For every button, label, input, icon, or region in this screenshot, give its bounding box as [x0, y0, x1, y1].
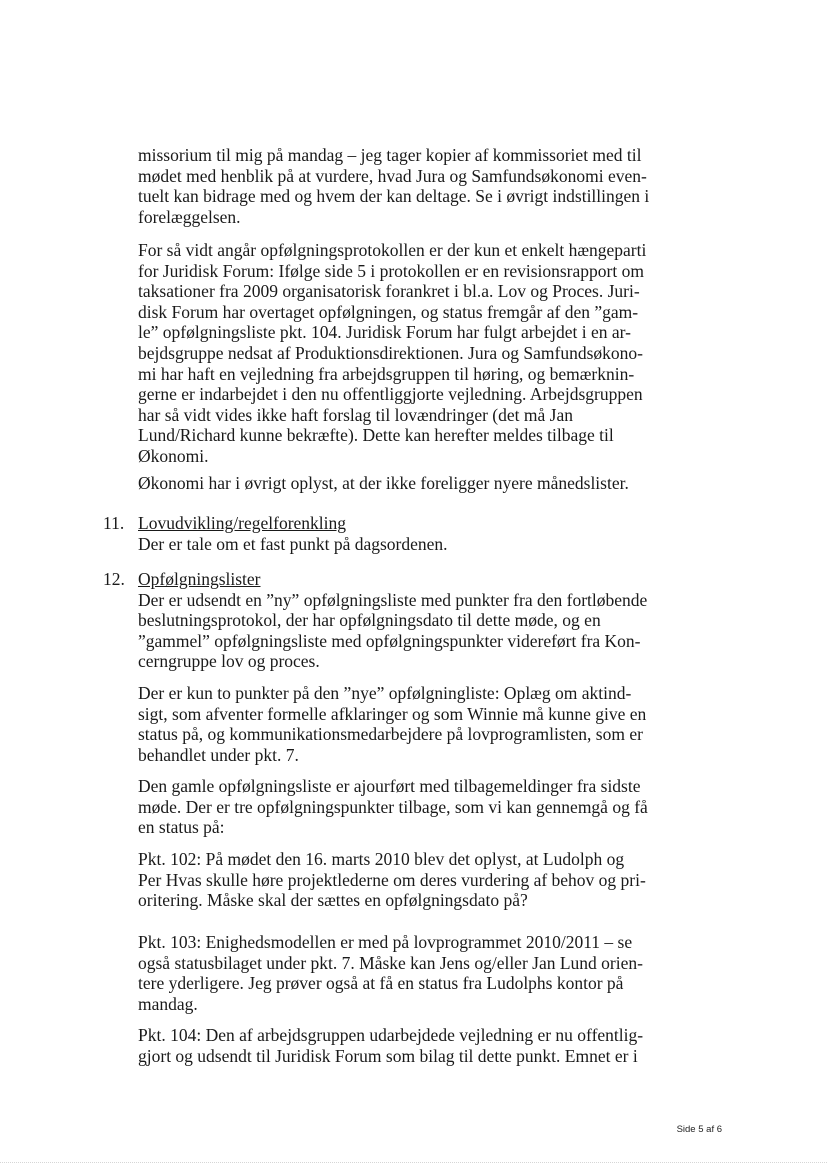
item-number: 12.	[103, 569, 125, 589]
paragraph-nye-opfoelgningliste	[138, 683, 647, 765]
text-line: behandlet under pkt. 7.	[138, 744, 299, 765]
text-line: Den gamle opfølgningsliste er ajourført med tilbagemeldinger fra sidste	[138, 776, 641, 796]
text-line: forelæggelsen.	[138, 206, 241, 227]
text-line: cerngruppe lov og proces.	[138, 651, 320, 672]
item-heading: Opfølgningslister	[138, 569, 261, 589]
text-line: mandag.	[138, 993, 198, 1014]
text-line: oritering. Måske skal der sættes en opfølgningsdato på?	[138, 890, 528, 911]
text-line: For så vidt angår opfølgningsprotokollen er der kun et enkelt hængeparti	[138, 240, 647, 260]
text-line: en status på:	[138, 817, 225, 838]
text-line: Lund/Richard kunne bekræfte). Dette kan herefter meldes tilbage til	[138, 425, 614, 446]
text-line: taksationer fra 2009 organisatorisk forankret i bl.a. Lov og Proces. Juri-	[138, 281, 640, 302]
text-line: Pkt. 102: På mødet den 16. marts 2010 blev det oplyst, at Ludolph og	[138, 849, 625, 869]
text-line: ”gammel” opfølgningsliste med opfølgningspunkter videreført fra Kon-	[138, 630, 641, 651]
text-line: Pkt. 103: Enighedsmodellen er med på lovprogrammet 2010/2011 – se	[138, 932, 633, 952]
text-line: har så vidt vides ikke haft forslag til lovændringer (det må Jan	[138, 404, 573, 425]
paragraph-item12-continued	[138, 610, 641, 672]
item-heading: Lovudvikling/regelforenkling	[138, 513, 347, 533]
text-line: gjort og udsendt til Juridisk Forum som bilag til dette punkt. Emnet er i	[138, 1045, 638, 1066]
text-line: for Juridisk Forum: Ifølge side 5 i protokollen er en revisionsrapport om	[138, 260, 644, 281]
text-line: missorium til mig på mandag – jeg tager kopier af kommissoriet med til	[138, 145, 642, 165]
paragraph-kommissorium	[138, 145, 650, 227]
text-line: status på, og kommunikationsmedarbejdere på lovprogramlisten, som er	[138, 724, 643, 745]
paragraph-maanedslister	[138, 473, 630, 494]
text-line: Økonomi.	[138, 445, 209, 466]
item-text: Der er tale om et fast punkt på dagsordenen.	[138, 533, 448, 554]
text-line: Der er kun to punkter på den ”nye” opfølgningliste: Oplæg om aktind-	[138, 683, 632, 703]
text-line: også statusbilaget under pkt. 7. Måske kan Jens og/eller Jan Lund orien-	[138, 952, 643, 973]
text-line: mødet med henblik på at vurdere, hvad Jura og Samfundsøkonomi even-	[138, 165, 647, 186]
text-line: Per Hvas skulle høre projektlederne om deres vurdering af behov og pri-	[138, 869, 646, 890]
paragraph-pkt-104	[138, 1025, 644, 1066]
text-line: mi har haft en vejledning fra arbejdsgruppen til høring, og bemærknin-	[138, 363, 635, 384]
text-line: sigt, som afventer formelle afklaringer og som Winnie må kunne give en	[138, 703, 647, 724]
text-line: disk Forum har overtaget opfølgningen, og status fremgår af den ”gam-	[138, 301, 639, 322]
text-line: tuelt kan bidrage med og hvem der kan deltage. Se i øvrigt indstillingen i	[138, 186, 650, 207]
text-line: Økonomi har i øvrigt oplyst, at der ikke foreligger nyere månedslister.	[138, 473, 629, 493]
text-line: gerne er indarbejdet i den nu offentliggjorte vejledning. Arbejdsgruppen	[138, 384, 643, 405]
text-line: møde. Der er tre opfølgningspunkter tilbage, som vi kan gennemgå og få	[138, 796, 648, 817]
paragraph-opfoelgningsprotokol	[138, 240, 647, 467]
text-line: le” opfølgningsliste pkt. 104. Juridisk Forum har fulgt arbejdet i en ar-	[138, 322, 631, 343]
text-line: Pkt. 104: Den af arbejdsgruppen udarbejdede vejledning er nu offentlig-	[138, 1025, 644, 1045]
text-line: beslutningsprotokol, der har opfølgningsdato til dette møde, og en	[138, 610, 601, 630]
agenda-item-12	[103, 569, 648, 611]
item-text: Der er udsendt en ”ny” opfølgningsliste med punkter fra den fortløbende	[138, 589, 648, 610]
paragraph-pkt-103	[138, 932, 643, 1014]
text-line: bejdsgruppe nedsat af Produktionsdirektionen. Jura og Samfundsøkono-	[138, 342, 643, 363]
page-bottom-divider	[0, 1162, 827, 1163]
item-number: 11.	[103, 513, 125, 533]
paragraph-pkt-102	[138, 849, 646, 911]
page-number: Side 5 af 6	[676, 1124, 722, 1135]
paragraph-gamle-opfoelgningsliste	[138, 776, 648, 838]
text-line: tere yderligere. Jeg prøver også at få en status fra Ludolphs kontor på	[138, 973, 624, 994]
agenda-item-11	[103, 513, 643, 555]
